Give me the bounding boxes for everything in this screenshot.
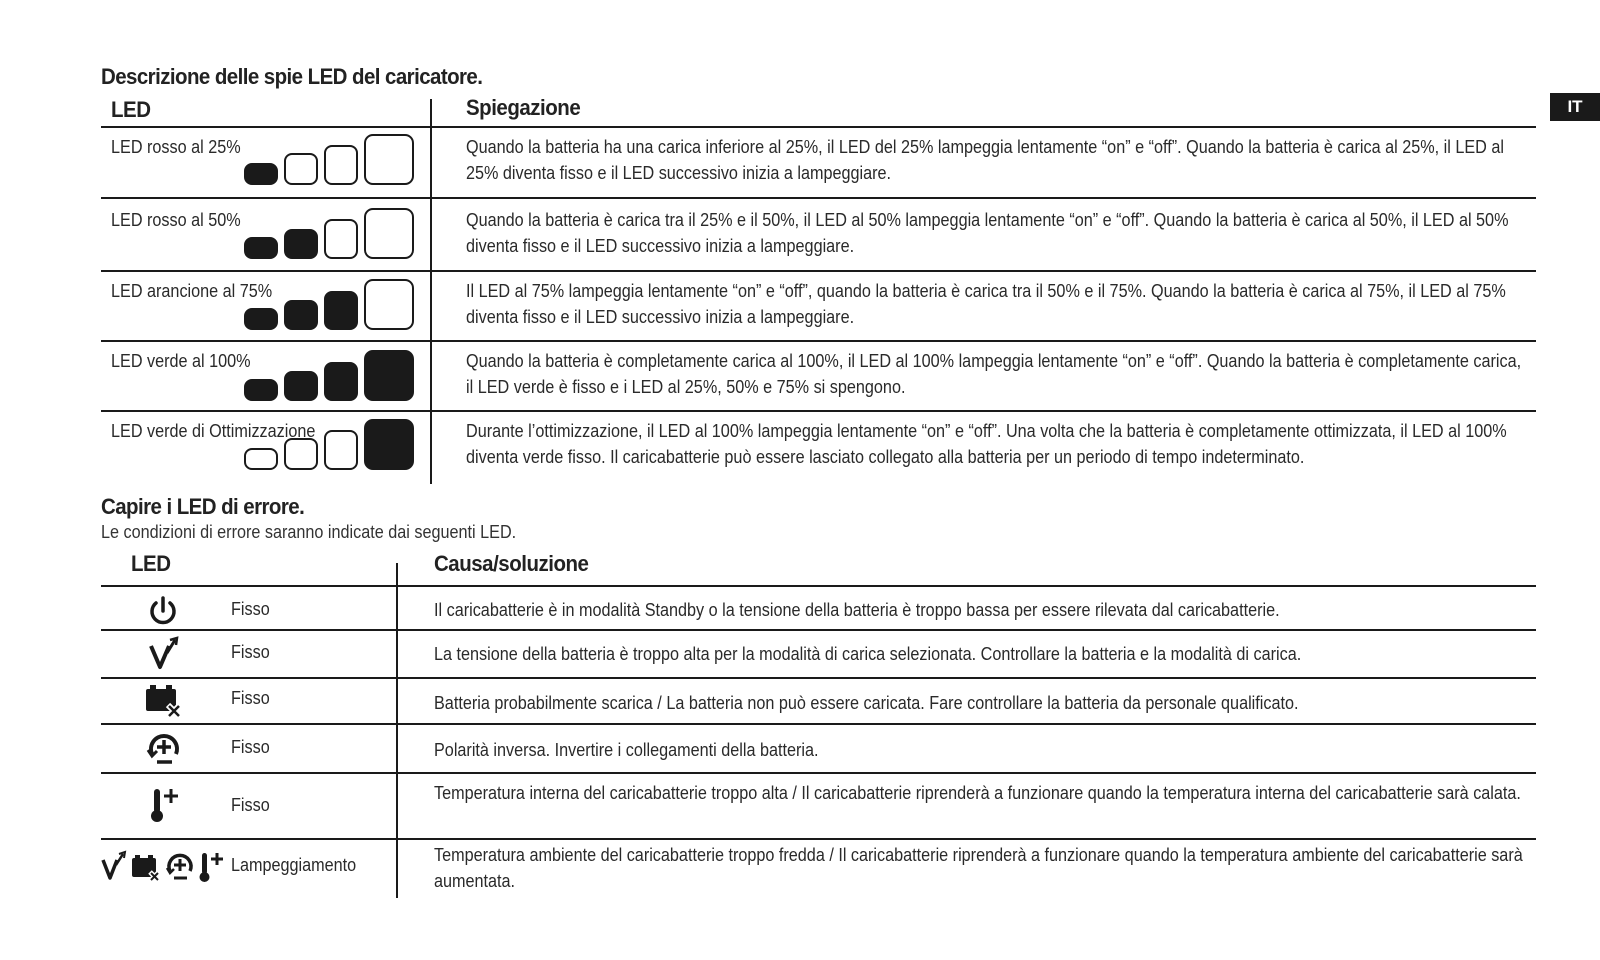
power-standby-icon	[147, 595, 179, 627]
error-state: Fisso	[231, 642, 270, 662]
language-tab: IT	[1550, 93, 1600, 121]
cause-temperature-cold: Temperatura ambiente del caricabatterie troppo fredda / Il caricabatterie riprenderà a funzionare quando la temperatura ambiente del caricabatterie sarà aumentata.	[434, 845, 1523, 891]
temperature-high-icon	[200, 853, 224, 882]
led-label-green-optimization: LED verde di Ottimizzazione	[111, 421, 316, 441]
battery-fault-icon	[144, 683, 184, 719]
battery-fault-icon	[132, 855, 159, 881]
error-state: Fisso	[231, 795, 270, 815]
explanation-red-50: Quando la batteria è carica tra il 25% e il 50%, il LED al 50% lampeggia lentamente “on” e “off”. Quando la batteria è carica al 50%, il LED al 50% diventa fisso e il LED successivo inizia a lampeggiare.	[466, 210, 1509, 256]
led-description-title: Descrizione delle spie LED del caricatore.	[101, 64, 483, 89]
battery-bars-50-icon	[244, 208, 414, 260]
led-label-red-25: LED rosso al 25%	[111, 137, 241, 157]
table1-header-rule	[101, 126, 1536, 128]
cause-reverse-polarity: Polarità inversa. Invertire i collegamenti della batteria.	[434, 740, 819, 760]
table1-row-divider	[101, 340, 1536, 342]
battery-bars-75-icon	[244, 279, 414, 331]
explanation-green-optimization: Durante l’ottimizzazione, il LED al 100% lampeggia lentamente “on” e “off”. Una volta che la batteria è completamente ottimizzata, il LED al 100% diventa verde fisso. Il caricabatterie può essere lasciato collegato alla batteria per un periodo di tempo indeterminato.	[466, 421, 1507, 467]
explanation-green-100: Quando la batteria è completamente carica al 100%, il LED al 100% lampeggia lentamente “on” e “off”. Quando la batteria è completamente carica, il LED verde è fisso e i LED al 25%, 50% e 75% si spengono.	[466, 351, 1522, 397]
error-state: Fisso	[231, 688, 270, 708]
table2-row-divider	[101, 838, 1536, 840]
error-state: Fisso	[231, 737, 270, 757]
led-column-header: LED	[111, 97, 151, 122]
table1-column-divider	[430, 99, 432, 484]
battery-bars-optimization-icon	[244, 419, 414, 471]
explanation-red-25: Quando la batteria ha una carica inferiore al 25%, il LED del 25% lampeggia lentamente “on” e “off”. Quando la batteria è carica al 25%, il LED al 25% diventa fisso e il LED successivo inizia a lampeggiare.	[466, 137, 1504, 183]
reverse-polarity-icon	[145, 730, 183, 768]
led-label-green-100: LED verde al 100%	[111, 351, 251, 371]
error-led-subtitle: Le condizioni di errore saranno indicate dai seguenti LED.	[101, 522, 517, 542]
explanation-orange-75: Il LED al 75% lampeggia lentamente “on” e “off”, quando la batteria è carica tra il 50% e il 75%. Quando la batteria è carica al 75%, il LED al 75% diventa fisso e il LED successivo inizia a lampeggiare.	[466, 281, 1506, 327]
led-label-red-50: LED rosso al 50%	[111, 210, 241, 230]
led-label-orange-75: LED arancione al 75%	[111, 281, 273, 301]
table2-row-divider	[101, 629, 1536, 631]
temperature-high-icon	[149, 787, 183, 823]
table1-row-divider	[101, 410, 1536, 412]
battery-bars-100-icon	[244, 350, 414, 402]
table2-header-rule	[101, 585, 1536, 587]
cause-temperature-high: Temperatura interna del caricabatterie troppo alta / Il caricabatterie riprenderà a funzionare quando la temperatura interna del caricabatterie sarà calata.	[434, 783, 1521, 803]
table2-row-divider	[101, 677, 1536, 679]
voltage-high-icon	[148, 636, 182, 670]
error-led-column-header: LED	[131, 551, 171, 576]
cause-battery-fault: Batteria probabilmente scarica / La batteria non può essere caricata. Fare controllare la batteria da personale qualificato.	[434, 693, 1299, 713]
cause-column-header: Causa/soluzione	[434, 551, 589, 576]
cause-standby: Il caricabatterie è in modalità Standby o la tensione della batteria è troppo bassa per essere rilevata dal caricabatterie.	[434, 600, 1280, 620]
table2-row-divider	[101, 772, 1536, 774]
table2-row-divider	[101, 723, 1536, 725]
table1-row-divider	[101, 197, 1536, 199]
table1-row-divider	[101, 270, 1536, 272]
combined-icons	[101, 850, 229, 884]
error-led-title: Capire i LED di errore.	[101, 494, 305, 519]
table2-column-divider	[396, 563, 398, 898]
battery-bars-25-icon	[244, 134, 414, 186]
explanation-column-header: Spiegazione	[466, 95, 581, 120]
reverse-polarity-icon	[167, 855, 191, 878]
cause-voltage-high: La tensione della batteria è troppo alta per la modalità di carica selezionata. Controllare la batteria e la modalità di carica.	[434, 644, 1302, 664]
error-state: Fisso	[231, 599, 270, 619]
voltage-high-icon	[103, 852, 125, 878]
error-state: Lampeggiamento	[231, 855, 357, 875]
